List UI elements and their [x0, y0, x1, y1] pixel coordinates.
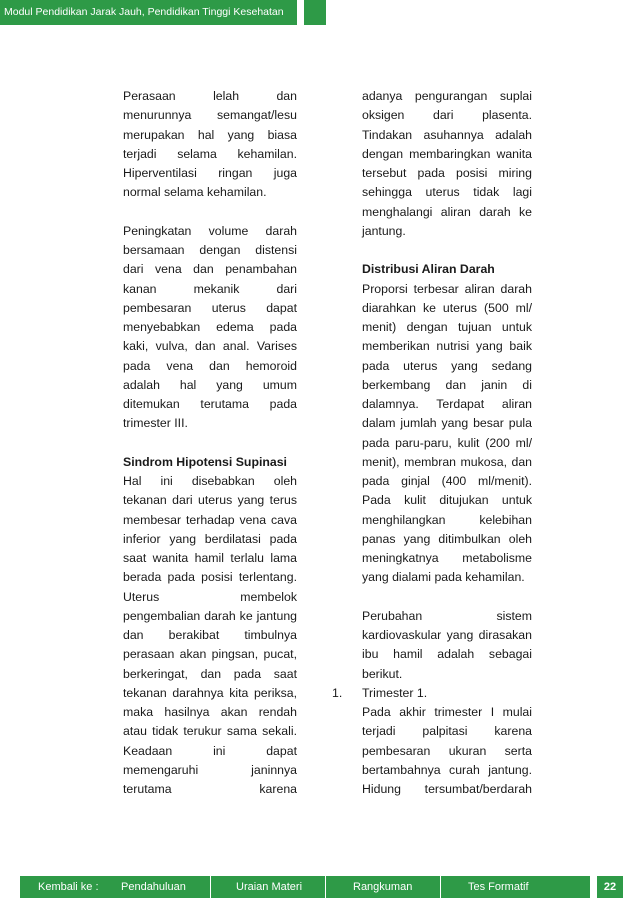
list-item-title: Trimester 1. [362, 685, 428, 700]
list-number: 1. [332, 685, 343, 700]
page-number: 22 [597, 876, 623, 898]
list-item-trimester-1 [332, 684, 532, 800]
section-heading-sindrom: Sindrom Hipotensi Supinasi [123, 454, 287, 469]
left-para-2: Peningkatan volume darah bersamaan dengan distensi dari vena dan penambahan kanan mekanik dari pembesaran uterus dapat menyebabkan edema pada kaki, vulva, dan anal. Varises pada vena dan hemoroid adalah hal yang umum ditemukan terutama pada trimester III. [123, 223, 297, 431]
footer-nav-bar [20, 876, 590, 898]
nav-link-uraian-materi[interactable]: Uraian Materi [236, 881, 303, 893]
left-column [123, 87, 297, 799]
right-para-3: Perubahan sistem kardiovaskular yang dirasakan ibu hamil adalah sebagai berikut. [362, 608, 532, 681]
header-decor-square [304, 0, 326, 25]
footer-back-label: Kembali ke : [38, 881, 99, 893]
right-para-2: Proporsi terbesar aliran darah diarahkan ke uterus (500 ml/ menit) dengan tujuan untuk memberikan nutrisi yang baik pada uterus yang sedang berkembang dan janin di dalamnya. Terdapat aliran dalam jumlah yang besar pula pada paru-paru, kulit (200 ml/ menit), membran mukosa, dan pada ginjal (400 ml/menit). Pada kulit ditujukan untuk menghilangkan kelebihan panas yang ditimbulkan oleh meningkatnya metabolisme yang dialami pada kehamilan. [362, 281, 532, 585]
nav-link-pendahuluan[interactable]: Pendahuluan [121, 881, 186, 893]
list-item-text: Pada akhir trimester I mulai terjadi palpitasi karena pembesaran ukuran serta bertambahnya curah jantung. Hidung tersumbat/berdarah [362, 705, 532, 796]
left-para-1: Perasaan lelah dan menurunnya semangat/lesu merupakan hal yang biasa terjadi selama kehamilan. Hiperventilasi ringan juga normal selama kehamilan. [123, 89, 297, 200]
header-title: Modul Pendidikan Jarak Jauh, Pendidikan Tinggi Kesehatan [0, 0, 297, 25]
right-para-1: adanya pengurangan suplai oksigen dari plasenta. Tindakan asuhannya adalah dengan membaringkan wanita tersebut pada posisi miring sehingga uterus tidak lagi menghalangi aliran darah ke jantung. [362, 89, 532, 238]
left-para-3: Hal ini disebabkan oleh tekanan dari uterus yang terus membesar terhadap vena cava inferior yang berdilatasi pada saat wanita hamil terlalu lama berada pada posisi terlentang. Uterus membelok pengembalian darah ke jantung dan berakibat timbulnya perasaan akan pingsan, pucat, berkeringat, dan pada saat tekanan darahnya kita periksa, maka hasilnya akan rendah atau tidak terukur sama sekali. Keadaan ini dapat memengaruhi janinnya terutama karena [123, 474, 297, 796]
nav-link-rangkuman[interactable]: Rangkuman [353, 881, 413, 893]
footer-divider [325, 876, 326, 898]
nav-link-tes-formatif[interactable]: Tes Formatif [468, 881, 529, 893]
right-column [332, 87, 532, 799]
footer-divider [210, 876, 211, 898]
footer-divider [440, 876, 441, 898]
section-heading-distribusi: Distribusi Aliran Darah [362, 262, 495, 277]
